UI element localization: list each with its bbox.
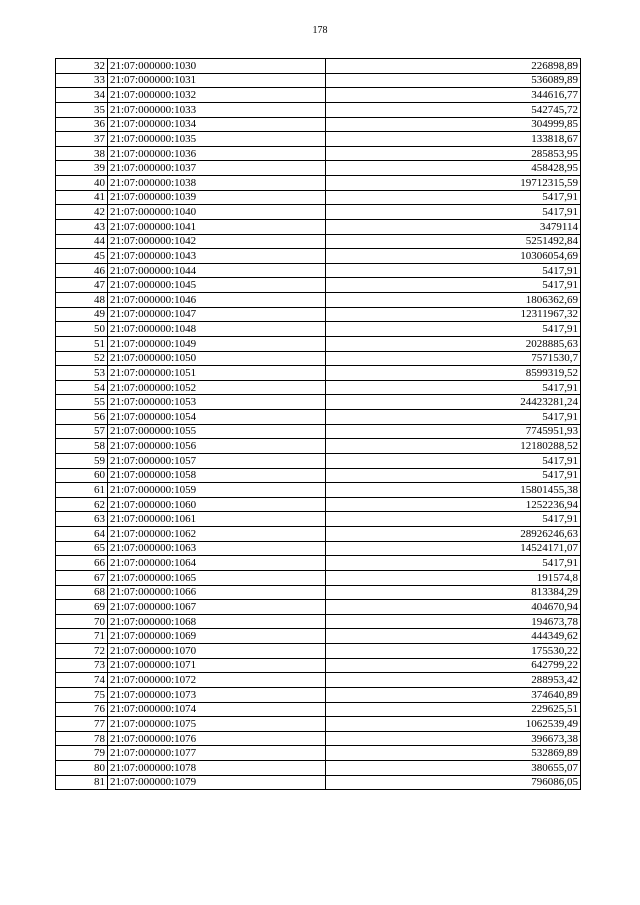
cadastral-value: 133818,67 xyxy=(326,132,581,147)
cadastral-number: 21:07:000000:1056 xyxy=(108,439,326,454)
cadastral-value: 7745951,93 xyxy=(326,424,581,439)
cadastral-number: 21:07:000000:1055 xyxy=(108,424,326,439)
table-row xyxy=(56,351,581,366)
row-number: 60 xyxy=(56,468,108,483)
row-number: 61 xyxy=(56,483,108,498)
cadastral-value: 5251492,84 xyxy=(326,234,581,249)
table-row xyxy=(56,541,581,556)
cadastral-value: 5417,91 xyxy=(326,512,581,527)
row-number: 34 xyxy=(56,88,108,103)
cadastral-number: 21:07:000000:1066 xyxy=(108,585,326,600)
cadastral-value: 226898,89 xyxy=(326,59,581,74)
cadastral-number: 21:07:000000:1069 xyxy=(108,629,326,644)
table-row xyxy=(56,336,581,351)
cadastral-number: 21:07:000000:1050 xyxy=(108,351,326,366)
table-row xyxy=(56,263,581,278)
cadastral-value: 194673,78 xyxy=(326,614,581,629)
cadastral-value: 5417,91 xyxy=(326,190,581,205)
table-row xyxy=(56,73,581,88)
row-number: 51 xyxy=(56,336,108,351)
cadastral-number: 21:07:000000:1068 xyxy=(108,614,326,629)
table-row xyxy=(56,117,581,132)
cadastral-value: 24423281,24 xyxy=(326,395,581,410)
page-number: 178 xyxy=(312,25,328,36)
table-row xyxy=(56,219,581,234)
cadastral-number: 21:07:000000:1073 xyxy=(108,687,326,702)
cadastral-number: 21:07:000000:1036 xyxy=(108,146,326,161)
cadastral-number: 21:07:000000:1039 xyxy=(108,190,326,205)
row-number: 66 xyxy=(56,556,108,571)
cadastral-number: 21:07:000000:1061 xyxy=(108,512,326,527)
cadastral-number: 21:07:000000:1040 xyxy=(108,205,326,220)
cadastral-value: 1806362,69 xyxy=(326,293,581,308)
cadastral-value-table xyxy=(55,58,581,790)
cadastral-number: 21:07:000000:1067 xyxy=(108,600,326,615)
table-row xyxy=(56,439,581,454)
row-number: 41 xyxy=(56,190,108,205)
table-row xyxy=(56,249,581,264)
table-row xyxy=(56,468,581,483)
cadastral-number: 21:07:000000:1043 xyxy=(108,249,326,264)
row-number: 33 xyxy=(56,73,108,88)
table-row xyxy=(56,761,581,776)
row-number: 39 xyxy=(56,161,108,176)
cadastral-value: 5417,91 xyxy=(326,205,581,220)
row-number: 59 xyxy=(56,453,108,468)
cadastral-value: 5417,91 xyxy=(326,380,581,395)
row-number: 70 xyxy=(56,614,108,629)
row-number: 40 xyxy=(56,176,108,191)
cadastral-number: 21:07:000000:1075 xyxy=(108,717,326,732)
cadastral-number: 21:07:000000:1035 xyxy=(108,132,326,147)
cadastral-number: 21:07:000000:1044 xyxy=(108,263,326,278)
cadastral-value: 396673,38 xyxy=(326,731,581,746)
table-row xyxy=(56,556,581,571)
row-number: 75 xyxy=(56,687,108,702)
cadastral-number: 21:07:000000:1051 xyxy=(108,366,326,381)
cadastral-value: 12311967,32 xyxy=(326,307,581,322)
cadastral-value: 458428,95 xyxy=(326,161,581,176)
cadastral-value: 374640,89 xyxy=(326,687,581,702)
cadastral-number: 21:07:000000:1047 xyxy=(108,307,326,322)
cadastral-value: 5417,91 xyxy=(326,468,581,483)
row-number: 47 xyxy=(56,278,108,293)
table-row xyxy=(56,585,581,600)
cadastral-value: 175530,22 xyxy=(326,644,581,659)
row-number: 76 xyxy=(56,702,108,717)
cadastral-value: 532869,89 xyxy=(326,746,581,761)
table-row xyxy=(56,673,581,688)
cadastral-value: 813384,29 xyxy=(326,585,581,600)
table-body xyxy=(56,59,581,790)
cadastral-number: 21:07:000000:1070 xyxy=(108,644,326,659)
cadastral-value: 1252236,94 xyxy=(326,497,581,512)
row-number: 73 xyxy=(56,658,108,673)
cadastral-value: 5417,91 xyxy=(326,410,581,425)
row-number: 74 xyxy=(56,673,108,688)
table-row xyxy=(56,88,581,103)
row-number: 43 xyxy=(56,219,108,234)
cadastral-number: 21:07:000000:1052 xyxy=(108,380,326,395)
row-number: 57 xyxy=(56,424,108,439)
table-row xyxy=(56,102,581,117)
row-number: 36 xyxy=(56,117,108,132)
cadastral-number: 21:07:000000:1074 xyxy=(108,702,326,717)
row-number: 69 xyxy=(56,600,108,615)
table-row xyxy=(56,483,581,498)
cadastral-number: 21:07:000000:1031 xyxy=(108,73,326,88)
cadastral-number: 21:07:000000:1034 xyxy=(108,117,326,132)
row-number: 78 xyxy=(56,731,108,746)
cadastral-value: 229625,51 xyxy=(326,702,581,717)
row-number: 68 xyxy=(56,585,108,600)
cadastral-number: 21:07:000000:1062 xyxy=(108,527,326,542)
table-row xyxy=(56,775,581,790)
cadastral-value: 380655,07 xyxy=(326,761,581,776)
cadastral-value: 8599319,52 xyxy=(326,366,581,381)
cadastral-number: 21:07:000000:1045 xyxy=(108,278,326,293)
table-row xyxy=(56,146,581,161)
cadastral-value: 404670,94 xyxy=(326,600,581,615)
table-row xyxy=(56,746,581,761)
table-row xyxy=(56,366,581,381)
cadastral-number: 21:07:000000:1030 xyxy=(108,59,326,74)
table-row xyxy=(56,307,581,322)
row-number: 64 xyxy=(56,527,108,542)
cadastral-value: 5417,91 xyxy=(326,278,581,293)
table-row xyxy=(56,380,581,395)
row-number: 32 xyxy=(56,59,108,74)
table-row xyxy=(56,161,581,176)
table-row xyxy=(56,132,581,147)
table-row xyxy=(56,614,581,629)
table-row xyxy=(56,570,581,585)
cadastral-number: 21:07:000000:1063 xyxy=(108,541,326,556)
row-number: 80 xyxy=(56,761,108,776)
cadastral-value: 12180288,52 xyxy=(326,439,581,454)
cadastral-number: 21:07:000000:1049 xyxy=(108,336,326,351)
table-row xyxy=(56,644,581,659)
cadastral-number: 21:07:000000:1071 xyxy=(108,658,326,673)
row-number: 72 xyxy=(56,644,108,659)
cadastral-number: 21:07:000000:1057 xyxy=(108,453,326,468)
table-row xyxy=(56,176,581,191)
table-row xyxy=(56,395,581,410)
row-number: 77 xyxy=(56,717,108,732)
cadastral-number: 21:07:000000:1054 xyxy=(108,410,326,425)
cadastral-number: 21:07:000000:1041 xyxy=(108,219,326,234)
table-row xyxy=(56,629,581,644)
cadastral-number: 21:07:000000:1077 xyxy=(108,746,326,761)
table-row xyxy=(56,497,581,512)
row-number: 67 xyxy=(56,570,108,585)
row-number: 48 xyxy=(56,293,108,308)
cadastral-number: 21:07:000000:1078 xyxy=(108,761,326,776)
row-number: 55 xyxy=(56,395,108,410)
cadastral-number: 21:07:000000:1060 xyxy=(108,497,326,512)
table-row xyxy=(56,512,581,527)
cadastral-value: 5417,91 xyxy=(326,453,581,468)
cadastral-number: 21:07:000000:1079 xyxy=(108,775,326,790)
row-number: 53 xyxy=(56,366,108,381)
cadastral-number: 21:07:000000:1038 xyxy=(108,176,326,191)
row-number: 54 xyxy=(56,380,108,395)
table-row xyxy=(56,205,581,220)
cadastral-value: 5417,91 xyxy=(326,322,581,337)
table-row xyxy=(56,322,581,337)
table-row xyxy=(56,687,581,702)
table-row xyxy=(56,190,581,205)
table-row xyxy=(56,278,581,293)
cadastral-number: 21:07:000000:1046 xyxy=(108,293,326,308)
cadastral-number: 21:07:000000:1064 xyxy=(108,556,326,571)
row-number: 62 xyxy=(56,497,108,512)
row-number: 37 xyxy=(56,132,108,147)
cadastral-number: 21:07:000000:1037 xyxy=(108,161,326,176)
cadastral-number: 21:07:000000:1042 xyxy=(108,234,326,249)
row-number: 44 xyxy=(56,234,108,249)
cadastral-value: 7571530,7 xyxy=(326,351,581,366)
cadastral-value: 542745,72 xyxy=(326,102,581,117)
cadastral-number: 21:07:000000:1033 xyxy=(108,102,326,117)
row-number: 56 xyxy=(56,410,108,425)
table-row xyxy=(56,453,581,468)
row-number: 71 xyxy=(56,629,108,644)
table-row xyxy=(56,410,581,425)
row-number: 45 xyxy=(56,249,108,264)
row-number: 38 xyxy=(56,146,108,161)
cadastral-value: 10306054,69 xyxy=(326,249,581,264)
row-number: 46 xyxy=(56,263,108,278)
cadastral-number: 21:07:000000:1072 xyxy=(108,673,326,688)
table-row xyxy=(56,59,581,74)
table-row xyxy=(56,717,581,732)
table-row xyxy=(56,731,581,746)
cadastral-value: 19712315,59 xyxy=(326,176,581,191)
cadastral-value: 444349,62 xyxy=(326,629,581,644)
table-row xyxy=(56,293,581,308)
cadastral-value: 304999,85 xyxy=(326,117,581,132)
row-number: 79 xyxy=(56,746,108,761)
cadastral-value: 15801455,38 xyxy=(326,483,581,498)
table-row xyxy=(56,424,581,439)
cadastral-number: 21:07:000000:1059 xyxy=(108,483,326,498)
cadastral-number: 21:07:000000:1032 xyxy=(108,88,326,103)
row-number: 35 xyxy=(56,102,108,117)
cadastral-value: 285853,95 xyxy=(326,146,581,161)
cadastral-value: 796086,05 xyxy=(326,775,581,790)
cadastral-value: 288953,42 xyxy=(326,673,581,688)
table-row xyxy=(56,658,581,673)
row-number: 58 xyxy=(56,439,108,454)
cadastral-value: 2028885,63 xyxy=(326,336,581,351)
row-number: 81 xyxy=(56,775,108,790)
table-row xyxy=(56,234,581,249)
cadastral-value: 344616,77 xyxy=(326,88,581,103)
cadastral-number: 21:07:000000:1076 xyxy=(108,731,326,746)
table-row xyxy=(56,527,581,542)
cadastral-value: 191574,8 xyxy=(326,570,581,585)
cadastral-number: 21:07:000000:1065 xyxy=(108,570,326,585)
cadastral-value: 642799,22 xyxy=(326,658,581,673)
row-number: 65 xyxy=(56,541,108,556)
table-row xyxy=(56,702,581,717)
cadastral-value: 536089,89 xyxy=(326,73,581,88)
cadastral-value: 5417,91 xyxy=(326,263,581,278)
cadastral-number: 21:07:000000:1058 xyxy=(108,468,326,483)
cadastral-value: 14524171,07 xyxy=(326,541,581,556)
row-number: 52 xyxy=(56,351,108,366)
row-number: 50 xyxy=(56,322,108,337)
cadastral-value: 3479114 xyxy=(326,219,581,234)
cadastral-value: 1062539,49 xyxy=(326,717,581,732)
cadastral-number: 21:07:000000:1053 xyxy=(108,395,326,410)
row-number: 42 xyxy=(56,205,108,220)
cadastral-number: 21:07:000000:1048 xyxy=(108,322,326,337)
table-row xyxy=(56,600,581,615)
row-number: 49 xyxy=(56,307,108,322)
row-number: 63 xyxy=(56,512,108,527)
cadastral-value: 28926246,63 xyxy=(326,527,581,542)
cadastral-value: 5417,91 xyxy=(326,556,581,571)
